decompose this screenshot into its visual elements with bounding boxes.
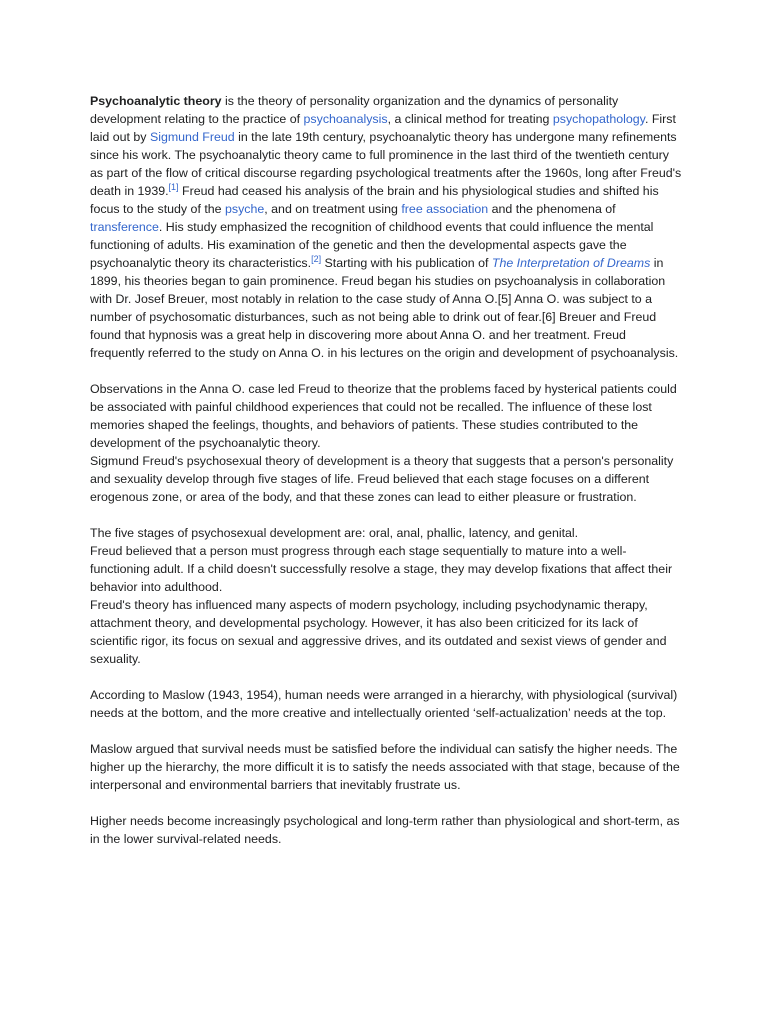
paragraph-five-stages: The five stages of psychosexual development are: oral, anal, phallic, latency, and genital.	[90, 526, 579, 540]
reference-2[interactable]	[311, 254, 321, 264]
paragraph-gap	[90, 722, 682, 740]
text-span: , and on treatment using	[264, 202, 402, 216]
text-span: Freud had ceased his analysis of the brain and his physiological studies and shifted his focus to the study of the	[90, 184, 659, 216]
link-free-association[interactable]: free association	[401, 202, 489, 216]
text-span: and the phenomena of	[488, 202, 616, 216]
reference-2-link[interactable]: [2]	[311, 253, 322, 264]
link-sigmund-freud[interactable]: Sigmund Freud	[149, 130, 235, 144]
text-span: in 1899, his theories began to gain prominence. Freud began his studies on psychoanalysis in collaboration with Dr. Josef Breuer, most notably in relation to the case study of Anna O.[5] Anna O. was subject to a number of psychosomatic disturbances, such as not being able to drink out of fear.[6] Breuer and Freud found that hypnosis was a great help in discovering more about Anna O. and her treatment. Freud frequently referred to the study on Anna O. in his lectures on the origin and development of psychoanalysis.	[90, 256, 679, 360]
link-interpretation-of-dreams[interactable]	[492, 256, 650, 270]
paragraph-maslow-survival-needs: Maslow argued that survival needs must be satisfied before the individual can satisfy the higher needs. The higher up the hierarchy, the more difficult it is to satisfy the needs associated with that stage, because of the interpersonal and environmental barriers that inevitably frustrate us.	[90, 742, 680, 792]
paragraph-gap	[90, 362, 682, 380]
text-span: in the late 19th century, psychoanalytic theory has undergone many refinements since his work. The psychoanalytic theory came to full prominence in the last third of the twentieth century as part of the flow of critical discourse regarding psychological treatments after the 1960s, long after Freud's death in 1939.	[90, 130, 682, 198]
text-span: , a clinical method for treating	[387, 112, 553, 126]
document-body	[90, 92, 682, 848]
paragraph-psychosexual-theory: Sigmund Freud's psychosexual theory of development is a theory that suggests that a person's personality and sexuality develop through five stages of life. Freud believed that each stage focuses on a different erogenous zone, or area of the body, and that these zones can lead to either pleasure or frustration.	[90, 454, 674, 504]
text-span: is the theory of personality organization and the dynamics of personality development relating to the practice of	[90, 94, 619, 126]
reference-1[interactable]	[169, 182, 179, 192]
link-psychopathology[interactable]: psychopathology	[552, 112, 645, 126]
text-span: Starting with his publication of	[321, 256, 492, 270]
link-psyche[interactable]: psyche	[225, 202, 265, 216]
paragraph-gap	[90, 506, 682, 524]
paragraph-maslow-hierarchy: According to Maslow (1943, 1954), human needs were arranged in a hierarchy, with physiological (survival) needs at the bottom, and the more creative and intellectually oriented ‘self-actualization’ needs at the top.	[90, 688, 678, 720]
text-span: . First laid out by	[90, 112, 676, 144]
text-span: . His study emphasized the recognition of childhood events that could influence the mental functioning of adults. His examination of the genetic and then the developmental aspects gave the psychoanalytic theory its characteristics.	[90, 220, 654, 270]
paragraph-anna-o-observations: Observations in the Anna O. case led Freud to theorize that the problems faced by hysterical patients could be associated with painful childhood experiences that could not be recalled. The influence of these lost memories shaped the feelings, thoughts, and behaviors of patients. These studies contributed to the development of the psychoanalytic theory.	[90, 382, 677, 450]
link-psychoanalysis[interactable]: psychoanalysis	[303, 112, 388, 126]
paragraph-gap	[90, 794, 682, 812]
paragraph-higher-needs: Higher needs become increasingly psychological and long-term rather than physiological and short-term, as in the lower survival-related needs.	[90, 814, 680, 846]
link-transference[interactable]: transference	[90, 220, 159, 234]
paragraph-gap	[90, 668, 682, 686]
link-interpretation-of-dreams-title: The Interpretation of Dreams	[491, 256, 651, 270]
reference-1-link[interactable]: [1]	[168, 181, 179, 192]
paragraph-psychoanalytic-theory	[90, 92, 682, 362]
bold-term: Psychoanalytic theory	[90, 94, 222, 108]
paragraph-influence-criticism: Freud's theory has influenced many aspects of modern psychology, including psychodynamic therapy, attachment theory, and developmental psychology. However, it has also been criticized for its lack of scientific rigor, its focus on sexual and aggressive drives, and its outdated and sexist views of gender and sexuality.	[90, 598, 667, 666]
paragraph-stage-progression: Freud believed that a person must progress through each stage sequentially to mature into a well-functioning adult. If a child doesn't successfully resolve a stage, they may develop fixations that affect their behavior into adulthood.	[90, 544, 673, 594]
